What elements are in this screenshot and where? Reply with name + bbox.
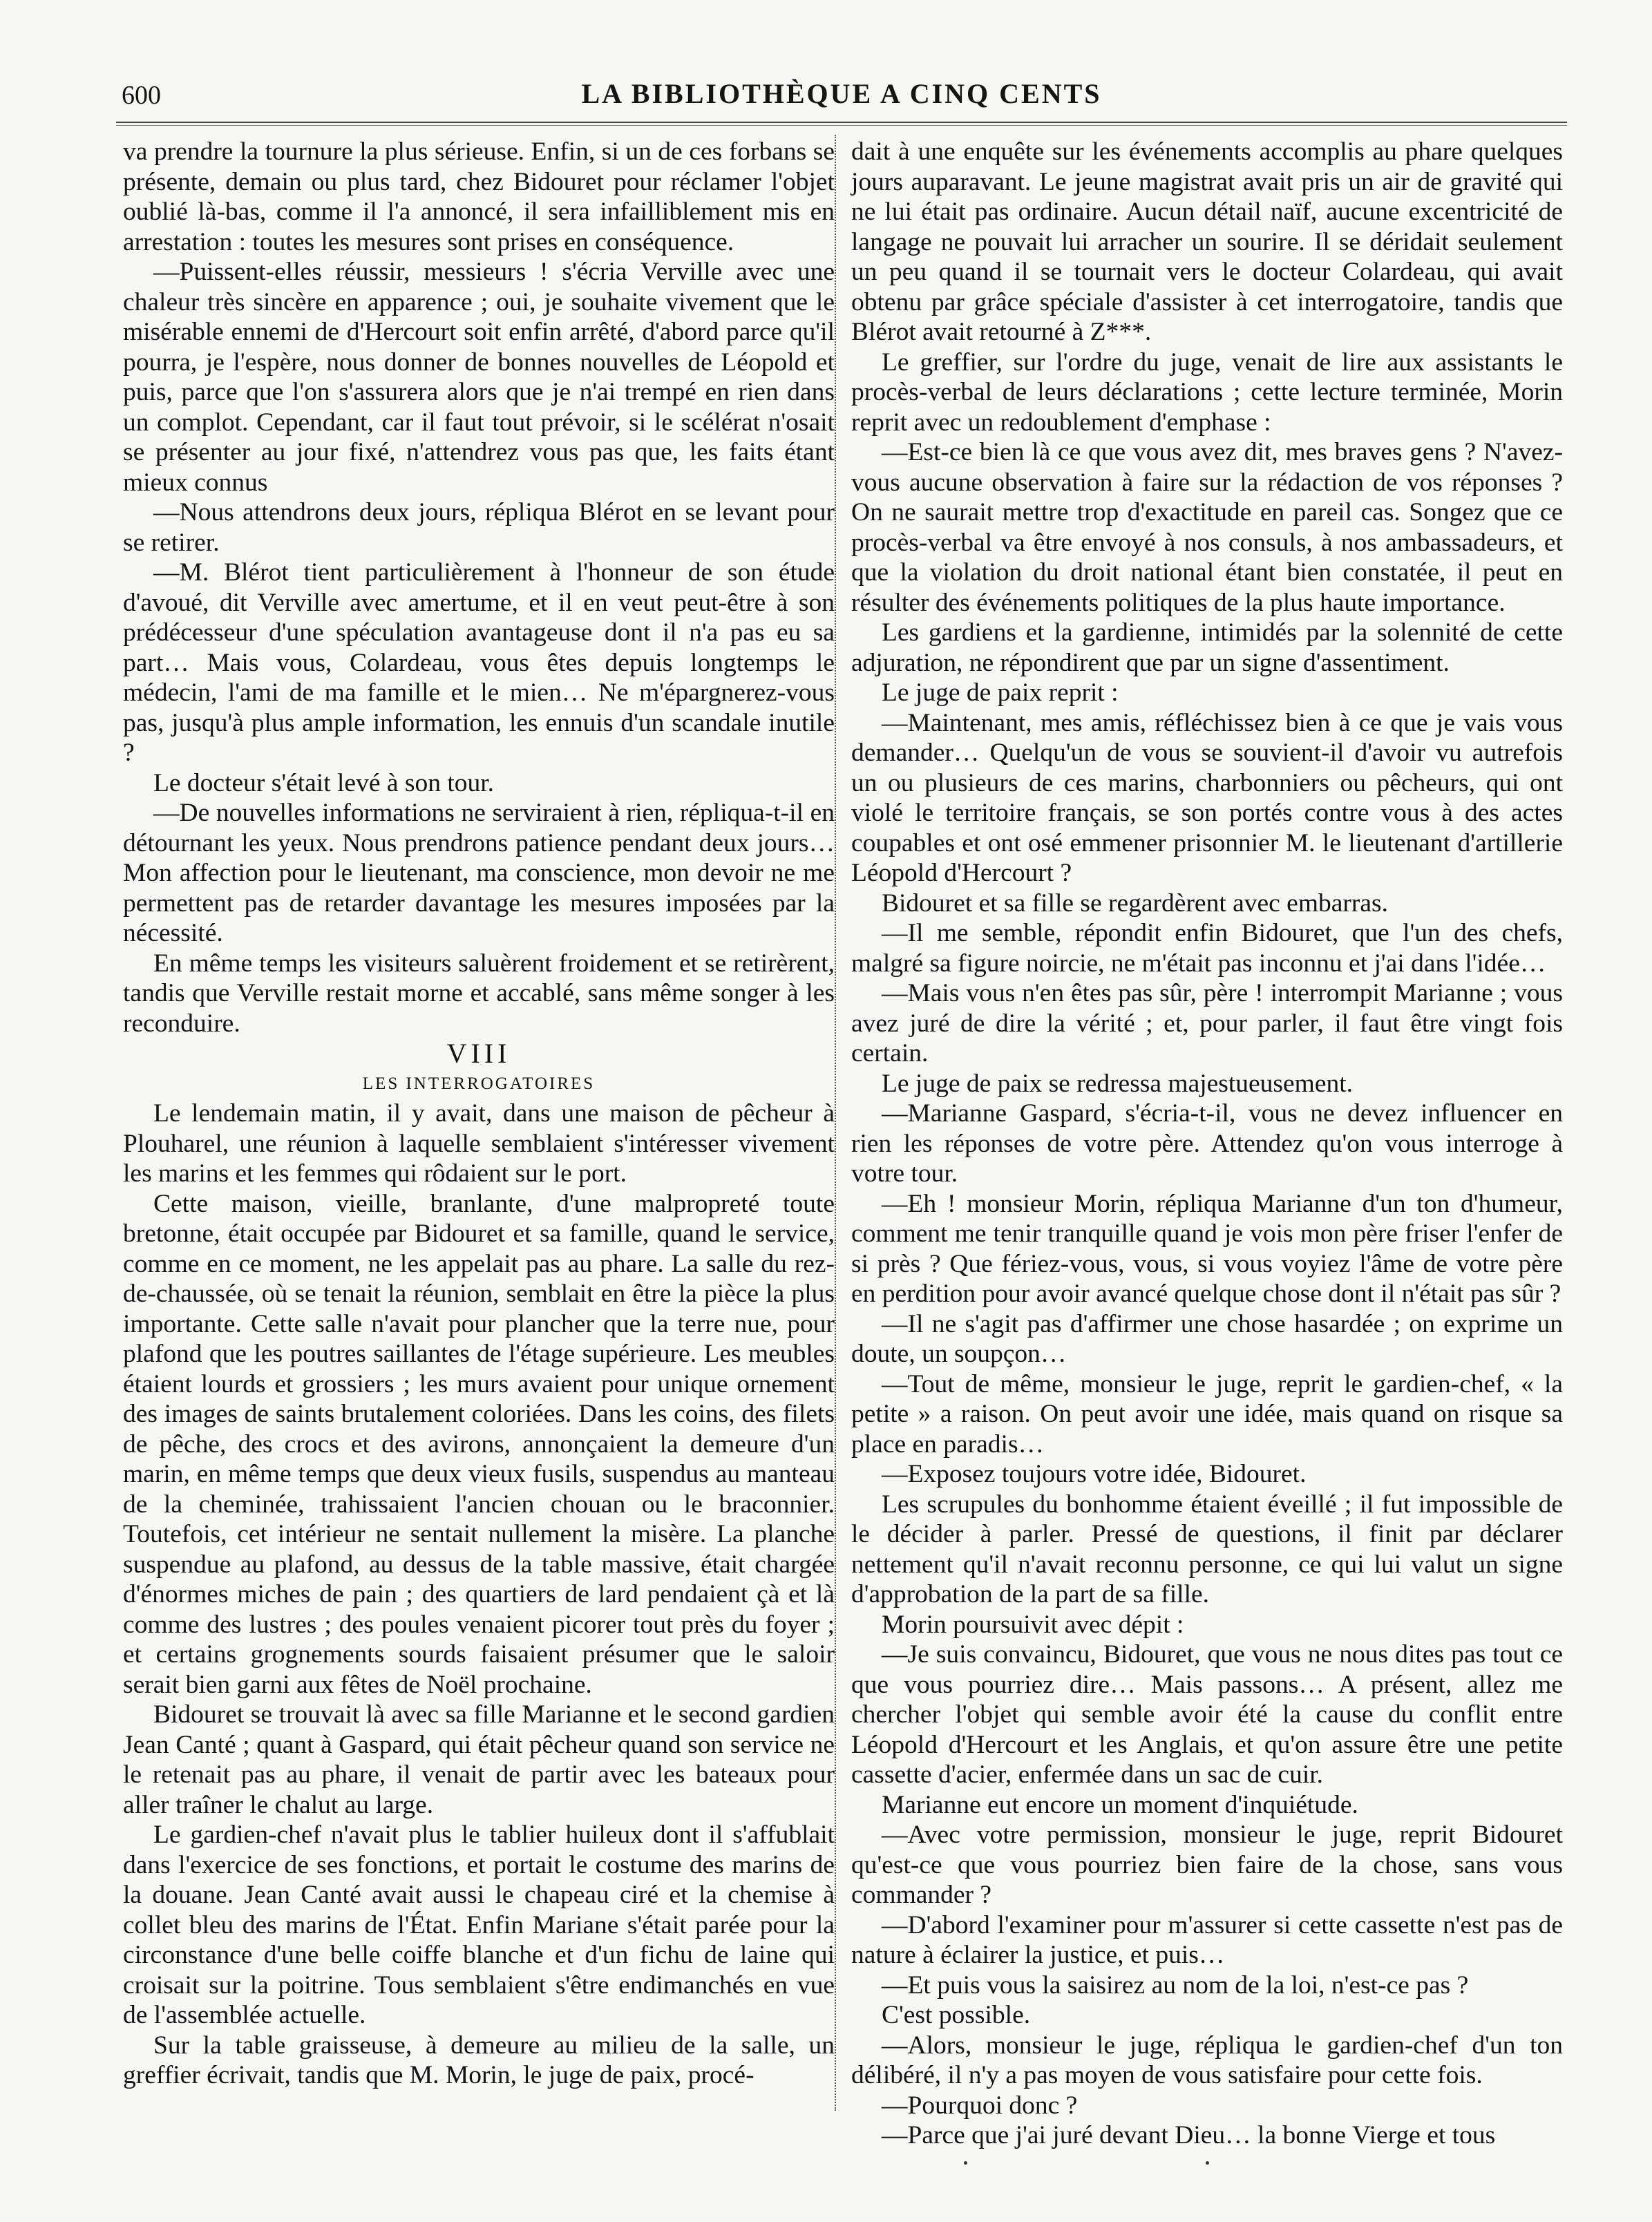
paragraph: —De nouvelles informations ne serviraient à rien, répliqua-t-il en détournant les yeux. Nous prendrons patience pendant deux jours… Mon affection pour le lieutenant, ma conscience, mon devoir ne me permettent pas de retarder davantage les mesures imposées par la nécessité. <box>123 799 835 947</box>
paragraph: —Maintenant, mes amis, réfléchissez bien à ce que je vais vous demander… Quelqu'un de vous se souvient-il d'avoir vu autrefois un ou plusieurs de ces marins, charbonniers ou pêcheurs, qui ont violé le territoire français, se son portés contre vous à des actes coupables et ont osé emmener prisonnier M. le lieutenant d'artillerie Léopold d'Hercourt ? <box>851 708 1563 887</box>
right-column <box>851 137 1563 2151</box>
paragraph: Le gardien-chef n'avait plus le tablier huileux dont il s'affublait dans l'exercice de ses fonctions, et portait le costume des marins de la douane. Jean Canté avait aussi le chapeau ciré et la chemise à collet bleu des marins de l'État. Enfin Mariane s'était parée pour la circonstance d'une belle coiffe blanche et d'un fichu de laine qui croisait sur la poitrine. Tous semblaient s'être endimanchés en vue de l'assemblée actuelle. <box>123 1821 835 2029</box>
paragraph: —Mais vous n'en êtes pas sûr, père ! interrompit Marianne ; vous avez juré de dire la vérité ; et, pour parler, il faut être vingt fois certain. <box>851 979 1563 1067</box>
footer-marks <box>898 2161 1244 2175</box>
chapter-number: VIII <box>446 1038 511 1069</box>
paragraph: Le juge de paix se redressa majestueusement. <box>882 1069 1354 1098</box>
page-header <box>116 77 1567 126</box>
paragraph: —M. Blérot tient particulièrement à l'honneur de son étude d'avoué, dit Verville avec amertume, et il en veut peut-être à son prédécesseur d'une spéculation avantageuse dont il n'a pas eu sa part… Mais vous, Colardeau, vous êtes depuis longtemps le médecin, l'ami de ma famille et le mien… Ne m'épargnerez-vous pas, jusqu'à plus ample information, les ennuis d'un scandale inutile ? <box>123 558 835 767</box>
paragraph: —Je suis convaincu, Bidouret, que vous ne nous dites pas tout ce que vous pourriez dire… Mais passons… A présent, allez me chercher l'objet qui semble avoir été la cause du conflit entre Léopold d'Hercourt et les Anglais, et qu'on assure être une petite cassette d'acier, enfermée dans un sac de cuir. <box>851 1640 1563 1789</box>
paragraph: —Il ne s'agit pas d'affirmer une chose hasardée ; on exprime un doute, un soupçon… <box>851 1309 1563 1368</box>
paragraph: —Il me semble, répondit enfin Bidouret, que l'un des chefs, malgré sa figure noircie, ne m'était pas inconnu et j'ai dans l'idée… <box>851 919 1563 978</box>
paragraph: —Puissent-elles réussir, messieurs ! s'écria Verville avec une chaleur très sincère en apparence ; oui, je souhaite vivement que le misérable ennemi de d'Hercourt soit enfin arrêté, d'abord parce qu'il pourra, je l'espère, nous donner de bonnes nouvelles de Léopold et puis, parce que l'on s'assurera alors que je n'ai trempé en rien dans un complot. Cependant, car il faut tout prévoir, si le scélérat n'osait se présenter au jour fixé, n'attendrez vous pas que, les faits étant mieux connus <box>123 258 835 497</box>
paragraph: Les scrupules du bonhomme étaient éveillé ; il fut impossible de le décider à parler. Pressé de questions, il finit par déclarer nettement qu'il n'avait reconnu personne, ce qui lui valut un signe d'approbation de la part de sa fille. <box>851 1490 1563 1608</box>
paragraph: —Alors, monsieur le juge, répliqua le gardien-chef d'un ton délibéré, il n'y a pas moyen de vous satisfaire pour cette fois. <box>851 2031 1563 2089</box>
print-speck <box>964 2161 967 2165</box>
paragraph: Les gardiens et la gardienne, intimidés par la solennité de cette adjuration, ne répondirent que par un signe d'assentiment. <box>851 618 1563 677</box>
paragraph: —Eh ! monsieur Morin, répliqua Marianne d'un ton d'humeur, comment me tenir tranquille quand je vois mon père friser l'enfer de si près ? Que fériez-vous, vous, si vous voyiez l'âme de votre père en perdition pour avoir avancé quelque chose dont il n'était pas sûr ? <box>851 1189 1563 1308</box>
paragraph: —Pourquoi donc ? <box>882 2091 1078 2120</box>
column-divider <box>835 135 836 2111</box>
paragraph: Marianne eut encore un moment d'inquiétude. <box>882 1790 1358 1819</box>
paragraph: —Avec votre permission, monsieur le juge, reprit Bidouret qu'est-ce que vous pourriez bien faire de la chose, sans vous commander ? <box>851 1821 1563 1909</box>
paragraph: —D'abord l'examiner pour m'assurer si cette cassette n'est pas de nature à éclairer la justice, et puis… <box>851 1910 1563 1969</box>
page-number: 600 <box>122 81 161 110</box>
paragraph: —Et puis vous la saisirez au nom de la loi, n'est-ce pas ? <box>882 1971 1469 2000</box>
paragraph: —Est-ce bien là ce que vous avez dit, mes braves gens ? N'avez-vous aucune observation à faire sur la rédaction de vos réponses ? On ne saurait mettre trop d'exactitude en pareil cas. Songez que ce procès-verbal va être envoyé à nos consuls, à nos ambassadeurs, et que la violation du droit national étant bien constatée, il peut en résulter des événements politiques de la plus haute importance. <box>851 438 1563 617</box>
print-speck <box>1206 2161 1209 2165</box>
paragraph: —Marianne Gaspard, s'écria-t-il, vous ne devez influencer en rien les réponses de votre père. Attendez qu'on vous interroge à votre tour. <box>851 1099 1563 1188</box>
paragraph: Le docteur s'était levé à son tour. <box>153 768 495 797</box>
chapter-title: LES INTERROGATOIRES <box>362 1074 596 1093</box>
paragraph: —Tout de même, monsieur le juge, reprit le gardien-chef, « la petite » a raison. On peut avoir une idée, mais quand on risque sa place en paradis… <box>851 1369 1563 1459</box>
paragraph: Morin poursuivit avec dépit : <box>882 1610 1184 1639</box>
paragraph: Le lendemain matin, il y avait, dans une maison de pêcheur à Plouharel, une réunion à laquelle semblaient s'intéresser vivement les marins et les femmes qui rôdaient sur le port. <box>123 1099 835 1188</box>
header-rule <box>116 122 1567 126</box>
paragraph: Le juge de paix reprit : <box>882 678 1119 707</box>
paragraph: C'est possible. <box>882 2001 1031 2029</box>
running-title: LA BIBLIOTHÈQUE A CINQ CENTS <box>581 78 1102 109</box>
paragraph: Cette maison, vieille, branlante, d'une malpropreté toute bretonne, était occupée par Bidouret et sa famille, quand le service, comme en ce moment, ne les appelait pas au phare. La salle du rez-de-chaussée, où se tenait la réunion, semblait en être la pièce la plus importante. Cette salle n'avait pour plancher que la terre nue, pour plafond que les poutres saillantes de l'étage supérieure. Les meubles étaient lourds et grossiers ; les murs avaient pour unique ornement des images de saints brutalement coloriées. Dans les coins, des filets de pêche, des crocs et des avirons, annonçaient la demeure d'un marin, en même temps que deux vieux fusils, suspendus au manteau de la cheminée, trahissaient l'ancien chouan ou le braconnier. Toutefois, cet intérieur ne sentait nullement la misère. La planche suspendue au plafond, au dessus de la table massive, était chargée d'énormes miches de pain ; des quartiers de lard pendaient çà et là comme des lustres ; des poules venaient picorer tout près du foyer ; et certains grognements sourds faisaient présumer que le saloir serait bien garni aux fêtes de Noël prochaine. <box>123 1189 835 1699</box>
paragraph: Bidouret et sa fille se regardèrent avec embarras. <box>882 889 1388 918</box>
paragraph: dait à une enquête sur les événements accomplis au phare quelques jours auparavant. Le jeune magistrat avait pris un air de gravité qui ne lui était pas ordinaire. Aucun détail naïf, aucune excentricité de langage ne pouvait lui arracher un sourire. Il se déridait seulement un peu quand il se tournait vers le docteur Colardeau, qui avait obtenu par grâce spéciale d'assister à cet interrogatoire, tandis que Blérot avait retourné à Z***. <box>851 137 1563 346</box>
left-column <box>123 137 835 2091</box>
paragraph: —Nous attendrons deux jours, répliqua Blérot en se levant pour se retirer. <box>123 498 835 557</box>
paragraph: va prendre la tournure la plus sérieuse. Enfin, si un de ces forbans se présente, demain ou plus tard, chez Bidouret pour réclamer l'objet oublié là-bas, comme il l'a annoncé, il sera infailliblement mis en arrestation : toutes les mesures sont prises en conséquence. <box>123 137 835 256</box>
paragraph: En même temps les visiteurs saluèrent froidement et se retirèrent, tandis que Verville restait morne et accablé, sans même songer à les reconduire. <box>123 949 835 1038</box>
paragraph: Le greffier, sur l'ordre du juge, venait de lire aux assistants le procès-verbal de leurs déclarations ; cette lecture terminée, Morin reprit avec un redoublement d'emphase : <box>851 348 1563 437</box>
paragraph: Sur la table graisseuse, à demeure au milieu de la salle, un greffier écrivait, tandis que M. Morin, le juge de paix, procé- <box>123 2031 835 2089</box>
paragraph: —Exposez toujours votre idée, Bidouret. <box>882 1460 1307 1488</box>
paragraph: Bidouret se trouvait là avec sa fille Marianne et le second gardien Jean Canté ; quant à Gaspard, qui était pêcheur quand son service ne le retenait pas au phare, il venait de partir avec les bateaux pour aller traîner le chalut au large. <box>123 1700 835 1819</box>
paragraph: —Parce que j'ai juré devant Dieu… la bonne Vierge et tous <box>882 2121 1496 2149</box>
